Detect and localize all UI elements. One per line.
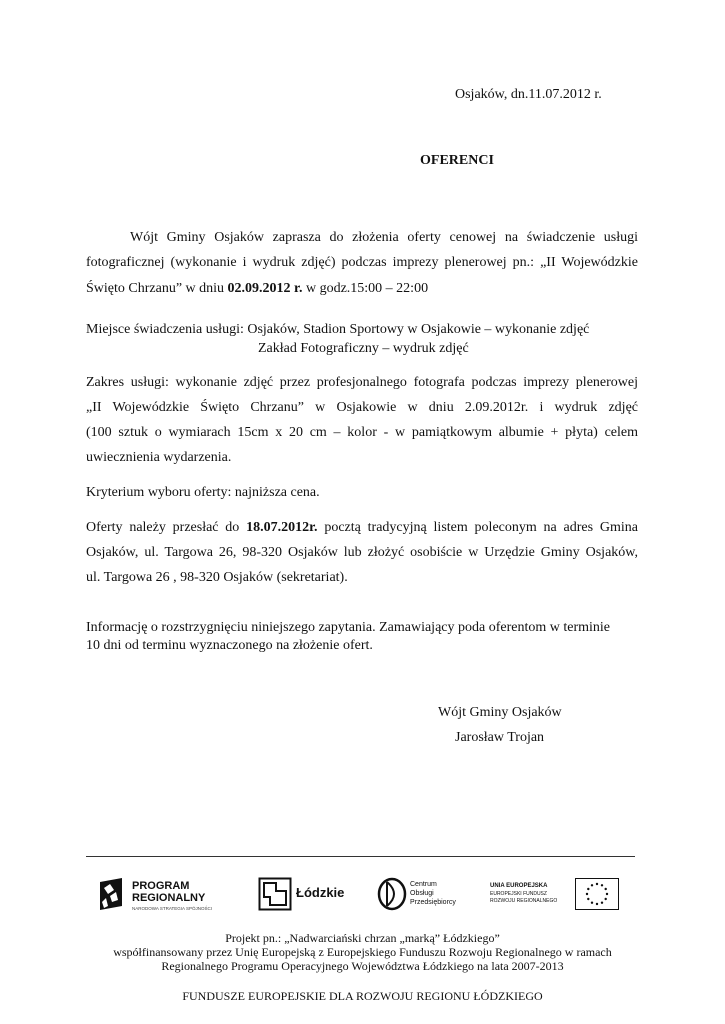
- event-date: 02.09.2012 r.: [227, 281, 303, 296]
- signature-name: Jarosław Trojan: [455, 730, 545, 745]
- centrum-line-3: Przedsiębiorcy: [410, 899, 456, 906]
- place-line-1: Miejsce świadczenia usługi: Osjaków, Stadion Sportowy w Osjakowie – wykonanie zdjęć: [86, 322, 590, 337]
- eu-title: UNIA EUROPEJSKA: [490, 883, 548, 889]
- eu-line-3: ROZWOJU REGIONALNEGO: [490, 898, 558, 904]
- scope-line-4: uwiecznienia wydarzenia.: [86, 450, 232, 465]
- scope-line-2: „II Wojewódzkie Święto Chrzanu” w Osjakowie w dniu 2.09.2012r. i wydruk zdjęć: [86, 400, 638, 415]
- signature-role: Wójt Gminy Osjaków: [438, 705, 562, 720]
- footer-line-2: współfinansowany przez Unię Europejską z Europejskiego Funduszu Rozwoju Regionalnego w ramach: [113, 945, 612, 959]
- footer-divider: [86, 856, 635, 857]
- info-line-2: 10 dni od terminu wyznaczonego na złożenie ofert.: [86, 638, 373, 653]
- eu-flag-icon: [575, 878, 619, 910]
- footer-line-4: FUNDUSZE EUROPEJSKIE DLA ROZWOJU REGIONU ŁÓDZKIEGO: [182, 989, 543, 1003]
- lodzkie-label: Łódzkie: [296, 885, 345, 900]
- lodzkie-emblem-icon: [258, 877, 292, 911]
- program-sub: NARODOWA STRATEGIA SPÓJNOŚCI: [132, 906, 213, 911]
- intro-line-3: Święto Chrzanu” w dniu 02.09.2012 r. w godz.15:00 – 22:00: [86, 281, 429, 296]
- deadline-date: 18.07.2012r.: [246, 520, 318, 535]
- program-line-1: PROGRAM: [132, 880, 190, 892]
- program-line-2: REGIONALNY: [132, 892, 206, 904]
- centrum-line-1: Centrum: [410, 881, 437, 888]
- scope-line-1: Zakres usługi: wykonanie zdjęć przez profesjonalnego fotografa podczas imprezy plenerowej: [86, 375, 638, 390]
- offers-line-3: ul. Targowa 26 , 98-320 Osjaków (sekretariat).: [86, 570, 348, 585]
- criterion-line: Kryterium wyboru oferty: najniższa cena.: [86, 485, 320, 500]
- scope-line-3: (100 sztuk o wymiarach 15cm x 20 cm – kolor - w pamiątkowym albumie + płyta) celem: [86, 425, 638, 440]
- intro-line-1: Wójt Gminy Osjaków zaprasza do złożenia oferty cenowej na świadczenie usługi: [130, 230, 638, 245]
- footer-line-1: Projekt pn.: „Nadwarciański chrzan „marką” Łódzkiego”: [225, 931, 500, 945]
- offers-line-2: Osjaków, ul. Targowa 26, 98-320 Osjaków lub złożyć osobiście w Urzędzie Gminy Osjaków,: [86, 545, 638, 560]
- footer-line-3: Regionalnego Programu Operacyjnego Województwa Łódzkiego na lata 2007-2013: [161, 959, 564, 973]
- eu-line-2: EUROPEJSKI FUNDUSZ: [490, 891, 547, 897]
- info-line-1: Informację o rozstrzygnięciu niniejszego zapytania. Zamawiający poda oferentom w terminie: [86, 620, 611, 635]
- offers-line-1: Oferty należy przesłać do 18.07.2012r. pocztą tradycyjną listem poleconym na adres Gmina: [86, 520, 638, 535]
- centrum-emblem-icon: [377, 876, 407, 912]
- date-line: Osjaków, dn.11.07.2012 r.: [455, 87, 602, 102]
- place-line-2: Zakład Fotograficzny – wydruk zdjęć: [258, 341, 469, 356]
- intro-line-2: fotograficznej (wykonanie i wydruk zdjęć) podczas imprezy plenerowej pn.: „II Wojewódzkie: [86, 255, 638, 270]
- document-title: OFERENCI: [420, 153, 494, 168]
- centrum-line-2: Obsługi: [410, 890, 434, 897]
- program-regionalny-icon: [96, 876, 126, 912]
